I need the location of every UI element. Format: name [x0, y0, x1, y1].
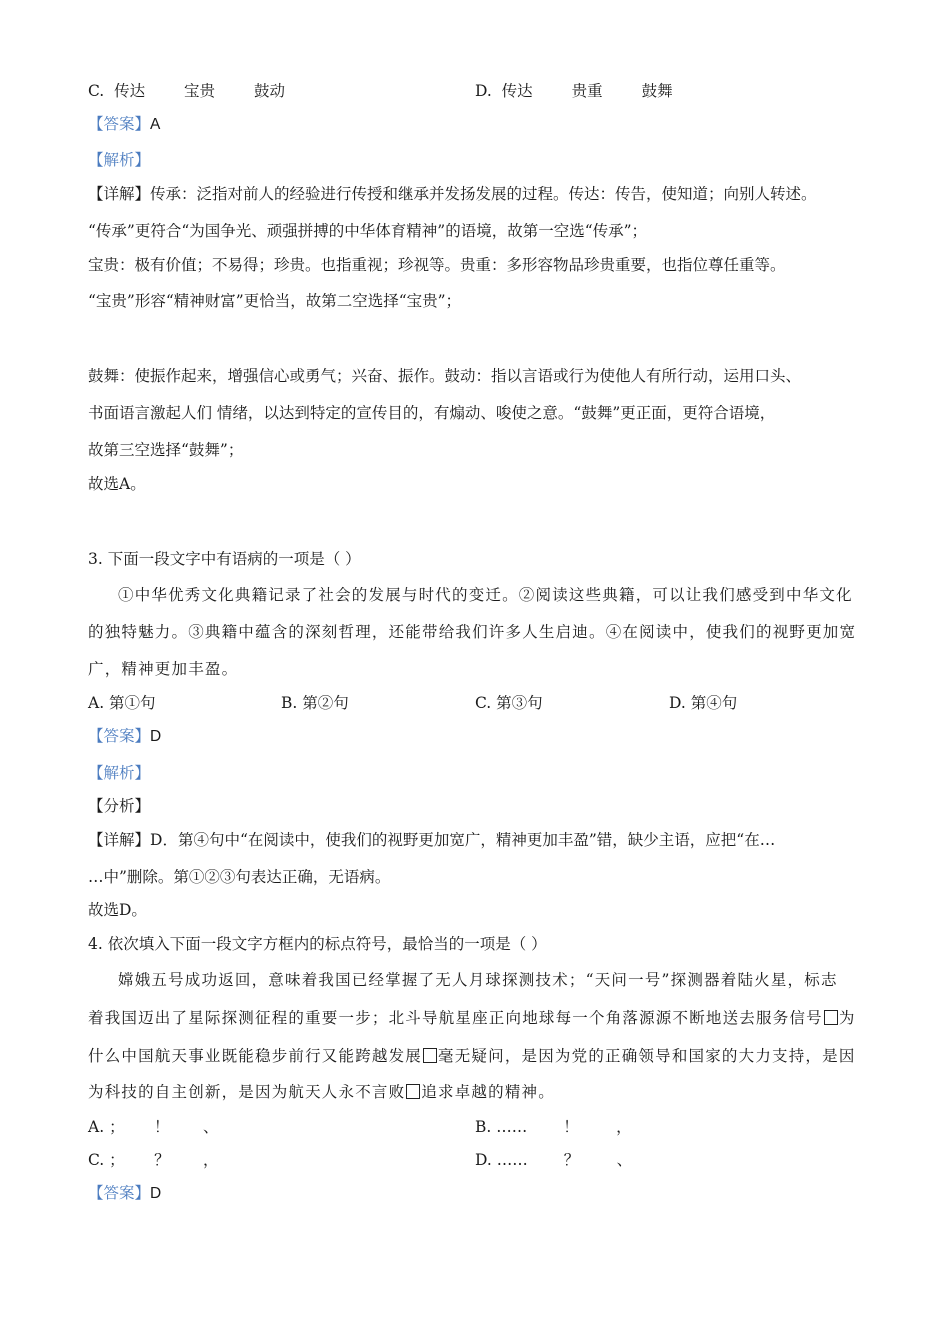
q4-passage-line-4: 为科技的自主创新，是因为航天人永不言败 追求卓越的精神。	[88, 1083, 555, 1101]
q3-detail-line-1: 【详解】D．第④句中“在阅读中，使我们的视野更加宽广，精神更加丰盈”错，缺少主语，应把“在…	[88, 831, 776, 849]
blank-box-1	[824, 1010, 838, 1025]
q2-detail-line-4: “宝贵”形容“精神财富”更恰当，故第二空选择“宝贵”；	[88, 292, 462, 310]
q2-detail-line-1: 【详解】传承：泛指对前人的经验进行传授和继承并发扬发展的过程。传达：传告，使知道；向别人转述。	[88, 185, 817, 203]
q3-answer: 【答案】D	[88, 727, 162, 745]
q3-fenxi-label: 【分析】	[88, 797, 151, 815]
q3-detail-line-2: …中”删除。第①②③句表达正确，无语病。	[88, 868, 391, 886]
blank-box-3	[406, 1084, 420, 1099]
q2-detail-line-2: “传承”更符合“为国争光、顽强拼搏的中华体育精神”的语境，故第一空选“传承”；	[88, 222, 648, 240]
q3-option-c: C. 第③句	[475, 694, 543, 712]
q3-option-b: B. 第②句	[281, 694, 349, 712]
q2-analysis-label: 【解析】	[88, 151, 151, 169]
q2-detail-line-7: 故第三空选择“鼓舞”；	[88, 441, 244, 459]
q2-option-c: C. 传达 宝贵 鼓动	[88, 82, 286, 100]
q3-conclusion: 故选D。	[88, 901, 147, 919]
q4-option-d: D. …… ？ 、	[475, 1151, 633, 1169]
q4-passage-line-2: 着我国迈出了星际探测征程的重要一步；北斗导航星座正向地球每一个角落源源不断地送去服务信号 为	[88, 1009, 856, 1027]
q2-option-d: D. 传达 贵重 鼓舞	[475, 82, 673, 100]
q3-option-d: D. 第④句	[669, 694, 738, 712]
q3-passage-line-2: 的独特魅力。③典籍中蕴含的深刻哲理，还能带给我们许多人生启迪。④在阅读中，使我们的视野更加宽	[88, 623, 857, 641]
blank-box-2	[423, 1048, 437, 1063]
q3-passage-line-1: ①中华优秀文化典籍记录了社会的发展与时代的变迁。②阅读这些典籍，可以让我们感受到中华文化	[118, 586, 853, 604]
q4-option-b: B. …… ！ ，	[475, 1118, 632, 1136]
q2-detail-line-3: 宝贵：极有价值；不易得；珍贵。也指重视；珍视等。贵重：多形容物品珍贵重要，也指位尊任重等。	[88, 256, 786, 274]
q2-detail-line-5: 鼓舞：使振作起来，增强信心或勇气；兴奋、振作。鼓动：指以言语或行为使他人有所行动，运用口头、	[88, 367, 802, 385]
q2-detail-line-6: 书面语言激起人们 情绪，以达到特定的宣传目的，有煽动、唆使之意。“鼓舞”更正面，更符合语境，	[88, 404, 776, 422]
q3-option-a: A. 第①句	[88, 694, 156, 712]
q4-passage-line-3: 什么中国航天事业既能稳步前行又能跨越发展 毫无疑问，是因为党的正确领导和国家的大力支持，是因	[88, 1047, 856, 1065]
q2-answer: 【答案】A	[88, 115, 161, 133]
q4-option-a: A. ； ！ 、	[88, 1118, 219, 1136]
q3-passage-line-3: 广，精神更加丰盈。	[88, 660, 239, 678]
q4-stem: 4. 依次填入下面一段文字方框内的标点符号，最恰当的一项是（ ）	[88, 935, 547, 953]
q4-answer: 【答案】D	[88, 1184, 162, 1202]
q4-option-c: C. ； ？ ，	[88, 1151, 219, 1169]
q3-analysis-label: 【解析】	[88, 764, 151, 782]
q3-stem: 3. 下面一段文字中有语病的一项是（ ）	[88, 550, 361, 568]
q2-conclusion: 故选A。	[88, 475, 146, 493]
q4-passage-line-1: 嫦娥五号成功返回，意味着我国已经掌握了无人月球探测技术；“天问一号”探测器着陆火星，标志	[118, 971, 838, 989]
